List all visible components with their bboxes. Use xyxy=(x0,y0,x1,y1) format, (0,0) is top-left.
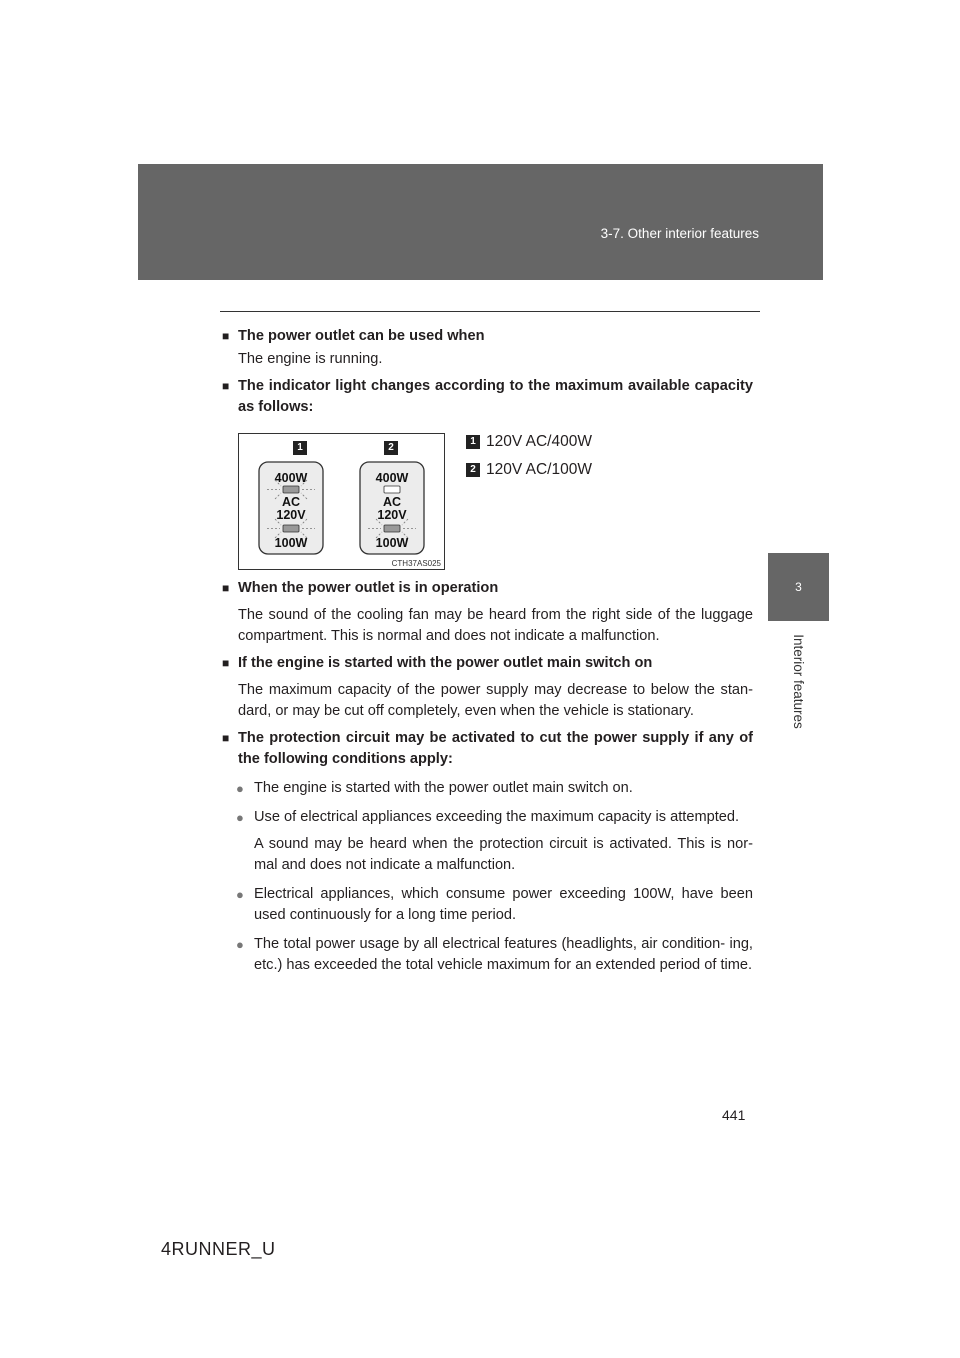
indicator-lamp-100w-lit xyxy=(283,525,299,532)
paragraph: The sound of the cooling fan may be heard from the right side of the luggage compartment. This is normal and does not indicate a malfunction. xyxy=(238,607,753,644)
section-in-operation xyxy=(222,578,753,647)
circle-bullet-icon: ● xyxy=(236,937,244,952)
page-number: 441 xyxy=(722,1107,746,1123)
legend-item xyxy=(466,457,592,482)
chapter-tab-label: Interior features xyxy=(791,633,807,729)
model-code: 4RUNNER_U xyxy=(161,1239,276,1259)
indicator-lamp-400w-lit xyxy=(283,486,299,493)
circle-bullet-icon: ● xyxy=(236,887,244,902)
list-item: ● The engine is started with the power outlet main switch on. xyxy=(236,778,753,799)
legend-text: 120V AC/400W xyxy=(486,432,592,450)
section-heading: The indicator light changes according to the maximum available capacity as follows: xyxy=(238,378,753,415)
section-heading: When the power outlet is in operation xyxy=(238,580,499,596)
header-band xyxy=(138,164,823,280)
square-bullet-icon: ■ xyxy=(222,656,230,670)
square-bullet-icon: ■ xyxy=(222,379,230,393)
paragraph: The maximum capacity of the power supply may decrease to below the stan- dard, or may be cut off completely, even when the vehicle is stationary. xyxy=(238,682,753,719)
indicator-panel-2 xyxy=(360,462,424,554)
indicator-lamp-100w-lit xyxy=(384,525,400,532)
square-bullet-icon: ■ xyxy=(222,329,230,343)
square-bullet-icon: ■ xyxy=(222,731,230,745)
svg-text:100W: 100W xyxy=(375,536,409,550)
legend-number: 1 xyxy=(466,435,480,449)
svg-text:120V: 120V xyxy=(276,508,306,522)
page-content xyxy=(222,326,753,982)
indicator-lamp-400w-off xyxy=(384,486,400,493)
legend-number: 2 xyxy=(466,463,480,477)
svg-text:120V: 120V xyxy=(377,508,407,522)
svg-text:AC: AC xyxy=(281,495,301,509)
top-rule xyxy=(220,311,760,312)
svg-text:100W: 100W xyxy=(274,536,308,550)
figure-legend xyxy=(466,429,592,485)
paragraph: The engine is running. xyxy=(238,351,383,367)
circle-bullet-icon: ● xyxy=(236,810,244,825)
svg-text:AC: AC xyxy=(382,495,402,509)
label-400w: 400W xyxy=(274,471,308,485)
figure-number-2: 2 xyxy=(384,441,398,455)
square-bullet-icon: ■ xyxy=(222,581,230,595)
section-outlet-usable xyxy=(222,326,753,370)
legend-item xyxy=(466,429,592,454)
list-item: ● Electrical appliances, which consume power exceeding 100W, have been used continuously for a long time period. xyxy=(236,884,753,926)
svg-text:400W: 400W xyxy=(375,471,409,485)
section-heading: The protection circuit may be activated to cut the power supply if any of the following conditions apply: xyxy=(238,730,753,767)
figure-code: CTH37AS025 xyxy=(391,559,441,568)
indicator-panel-1 xyxy=(259,462,323,554)
list-item: ● Use of electrical appliances exceeding the maximum capacity is attempted. xyxy=(236,807,753,828)
section-heading: If the engine is started with the power outlet main switch on xyxy=(238,655,653,671)
legend-text: 120V AC/100W xyxy=(486,460,592,478)
section-engine-started xyxy=(222,653,753,722)
list-item: ● The total power usage by all electrical features (headlights, air condition- ing, etc.) has exceeded the total vehicle maximum for an extended period of time. xyxy=(236,934,753,976)
section-heading: The power outlet can be used when xyxy=(238,328,485,344)
section-protection-circuit xyxy=(222,728,753,976)
circle-bullet-icon: ● xyxy=(236,781,244,796)
section-title: 3-7. Other interior features xyxy=(600,226,759,241)
chapter-tab-number: 3 xyxy=(768,553,829,621)
bullet-note: A sound may be heard when the protection circuit is activated. This is nor- mal and does not indicate a malfunction. xyxy=(254,836,753,873)
figure-number-1: 1 xyxy=(293,441,307,455)
indicator-figure xyxy=(238,433,445,570)
indicator-panels-illustration xyxy=(239,434,444,569)
